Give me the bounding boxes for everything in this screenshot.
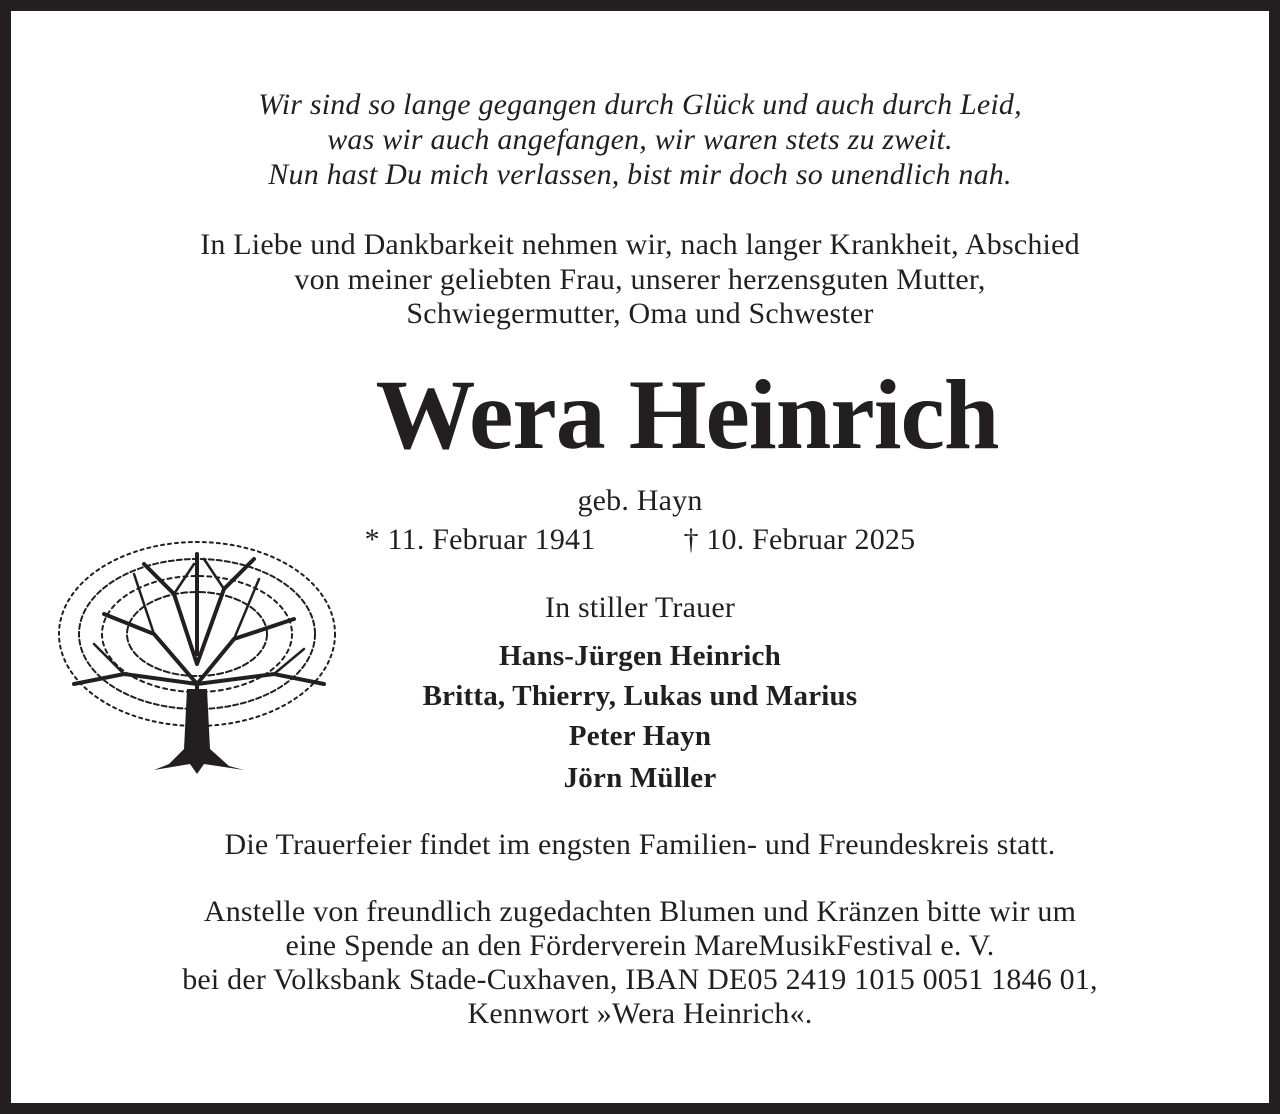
poem-line-1: Wir sind so lange gegangen durch Glück und auch durch Leid, — [258, 88, 1022, 121]
deceased-name: Wera Heinrich — [375, 359, 999, 470]
intro-line-1: In Liebe und Dankbarkeit nehmen wir, nach langer Krankheit, Abschied — [200, 228, 1080, 261]
donation-line-3: bei der Volksbank Stade-Cuxhaven, IBAN DE05 2419 1015 0051 1846 01, — [182, 963, 1098, 996]
mourner-1: Hans-Jürgen Heinrich — [499, 640, 781, 672]
intro-line-2: von meiner geliebten Frau, unserer herzensguten Mutter, — [294, 263, 986, 296]
intro-line-3: Schwiegermutter, Oma und Schwester — [406, 297, 874, 330]
ceremony-note: Die Trauerfeier findet im engsten Familien- und Freundeskreis statt. — [224, 828, 1056, 861]
donation-line-4: Kennwort »Wera Heinrich«. — [467, 997, 813, 1030]
death-date: † 10. Februar 2025 — [683, 523, 916, 556]
poem-line-3: Nun hast Du mich verlassen, bist mir doch so unendlich nah. — [268, 158, 1012, 191]
mourner-2: Britta, Thierry, Lukas und Marius — [422, 680, 858, 712]
birth-name: geb. Hayn — [577, 484, 703, 517]
donation-line-1: Anstelle von freundlich zugedachten Blumen und Kränzen bitte wir um — [203, 895, 1077, 928]
mourner-3: Peter Hayn — [568, 720, 712, 752]
mourner-4: Jörn Müller — [563, 762, 717, 794]
poem-line-2: was wir auch angefangen, wir waren stets zu zweit. — [327, 123, 953, 156]
mourning-label: In stiller Trauer — [544, 591, 736, 624]
obituary-notice — [11, 11, 1269, 1103]
donation-line-2: eine Spende an den Förderverein MareMusikFestival e. V. — [285, 929, 995, 962]
birth-date: * 11. Februar 1941 — [364, 523, 596, 556]
